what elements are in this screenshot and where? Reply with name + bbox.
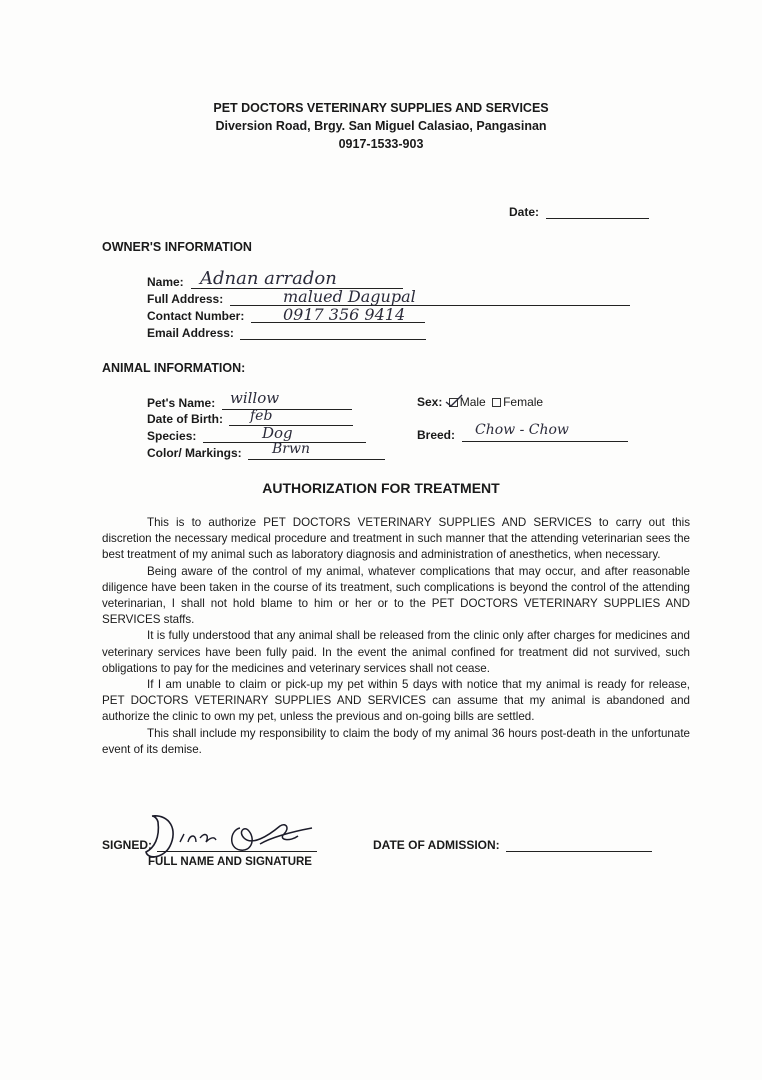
date-of-admission-field — [373, 838, 652, 852]
handwritten-signature — [140, 808, 320, 868]
clinic-header — [0, 99, 762, 153]
clinic-phone: 0917-1533-903 — [338, 137, 424, 151]
female-option-label: Female — [503, 395, 544, 409]
pet-name-value: willow — [230, 389, 280, 407]
sex-field — [417, 395, 543, 409]
pet-name-label: Pet's Name: — [147, 396, 216, 410]
species-field — [147, 429, 366, 443]
authorization-body — [102, 515, 690, 758]
authorization-paragraph-2: Being aware of the control of my animal, whatever complications that may occur, and after reasonable diligence have been taken in the course of its treatment, such complications is beyond the control of the attending veterinarian, I shall not hold blame to him or her or to the PET DOCTORS VETERINARY SUPPLIES AND SERVICES staffs. — [102, 564, 690, 627]
sex-label: Sex: — [417, 395, 443, 409]
clinic-name: PET DOCTORS VETERINARY SUPPLIES AND SERVICES — [213, 101, 549, 115]
color-field — [147, 446, 385, 460]
owner-contact-value: 0917 356 9414 — [283, 305, 406, 324]
date-row — [509, 205, 649, 219]
owner-name-value: Adnan arradon — [200, 268, 337, 289]
authorization-title: AUTHORIZATION FOR TREATMENT — [262, 480, 500, 496]
dob-label: Date of Birth: — [147, 412, 223, 426]
owner-address-value: malued Dagupal — [283, 287, 416, 306]
authorization-paragraph-3: It is fully understood that any animal shall be released from the clinic only after charges for medicines and veterinary services have been fully paid. In the event the animal confined for treatment did not survived, such obligations to pay for the medicines and veterinary services shall not cease. — [102, 629, 690, 675]
authorization-paragraph-4: If I am unable to claim or pick-up my pet within 5 days with notice that my animal is ready for release, PET DOCTORS VETERINARY SUPPLIES AND SERVICES can assume that my animal is abandoned and authorize the clinic to own my pet, unless the previous and on-going bills are settled. — [102, 678, 690, 724]
color-label: Color/ Markings: — [147, 446, 242, 460]
owner-name-label: Name: — [147, 275, 184, 289]
male-check-mark-icon — [444, 393, 464, 409]
date-line — [546, 206, 649, 219]
owner-contact-label: Contact Number: — [147, 309, 245, 323]
species-value: Dog — [262, 424, 293, 442]
species-label: Species: — [147, 429, 197, 443]
date-label: Date: — [509, 205, 540, 219]
date-of-admission-line — [506, 839, 652, 852]
animal-section-title: ANIMAL INFORMATION: — [102, 361, 246, 375]
owner-email-field — [147, 326, 426, 340]
full-name-signature-label: FULL NAME AND SIGNATURE — [148, 856, 312, 868]
date-of-admission-label: DATE OF ADMISSION: — [373, 838, 500, 852]
owner-section-title: OWNER'S INFORMATION — [102, 240, 252, 254]
owner-address-label: Full Address: — [147, 292, 224, 306]
color-line — [248, 447, 385, 460]
female-checkbox[interactable] — [492, 398, 501, 407]
authorization-paragraph-5: This shall include my responsibility to claim the body of my animal 36 hours post-death in the unfortunate event of its demise. — [102, 726, 690, 756]
breed-value: Chow - Chow — [475, 422, 569, 438]
owner-email-line — [240, 327, 426, 340]
authorization-paragraph-1: This is to authorize PET DOCTORS VETERINARY SUPPLIES AND SERVICES to carry out this discretion the necessary medical procedure and treatment in such manner that the attending veterinarian sees the best treatment of my animal such as laboratory diagnosis and administration of anesthetics, when necessary. — [102, 516, 690, 562]
breed-label: Breed: — [417, 428, 456, 442]
dob-value: feb — [250, 408, 273, 424]
clinic-address: Diversion Road, Brgy. San Miguel Calasiao, Pangasinan — [215, 119, 547, 133]
signed-label: SIGNED: — [102, 838, 153, 852]
color-value: Brwn — [272, 441, 310, 457]
owner-email-label: Email Address: — [147, 326, 234, 340]
male-option-label: Male — [459, 395, 486, 409]
